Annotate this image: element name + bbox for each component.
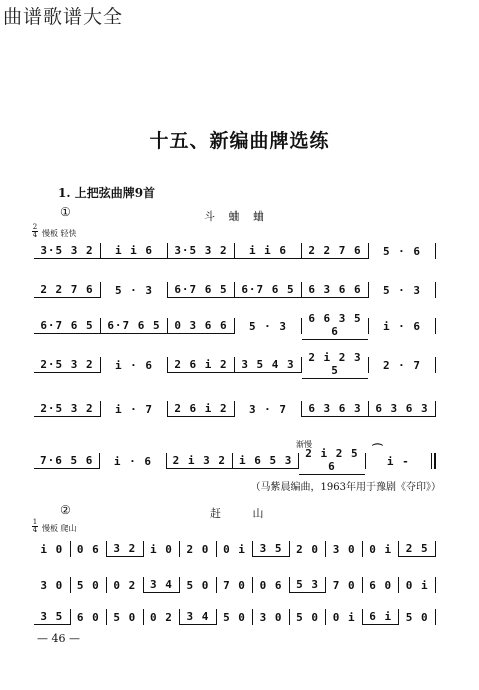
- measure: 2·5 3 2: [34, 402, 100, 417]
- piece-2-number: ②: [60, 503, 71, 517]
- piece-2-tempo: 慢板 爬山: [42, 524, 77, 533]
- score-row-2-2: [34, 577, 436, 593]
- score-row-2-3: [34, 609, 436, 625]
- measure: 7·6 5 6: [34, 454, 99, 469]
- measure: 0 6: [76, 542, 100, 556]
- piece-1-title: 斗 蛐 蛐: [204, 210, 269, 223]
- measure: i i 6: [235, 244, 301, 259]
- measure: 5 0: [113, 610, 137, 624]
- measure: 2 5: [399, 542, 435, 557]
- measure: 6 0: [76, 610, 100, 624]
- score-row-1-5: [34, 401, 436, 417]
- measure: 5 0: [405, 610, 429, 624]
- piece-1-tempo: 慢板 轻快: [42, 229, 77, 238]
- measure: 6·7 6 5: [34, 319, 100, 334]
- measure: 5 · 3: [114, 283, 154, 297]
- score-row-1-2: [34, 282, 436, 298]
- measure: i 0: [149, 542, 173, 556]
- measure: 3 4: [180, 610, 216, 625]
- measure: i · 6: [114, 358, 154, 372]
- score-row-1-3: [34, 312, 436, 338]
- measure: i i 6: [101, 244, 167, 259]
- section-title: 十五、新编曲牌选练: [149, 130, 330, 152]
- measure: 2 i 2 3 5: [302, 351, 368, 379]
- measure: 3 0: [332, 542, 356, 556]
- measure: 6 i: [363, 610, 399, 625]
- final-barline: [431, 453, 436, 469]
- measure: 7 0: [332, 578, 356, 592]
- measure: 6 0: [369, 578, 393, 592]
- measure: 0 i: [369, 542, 393, 556]
- piece-1-credit: （马紫晨编曲，1963年用于豫剧《夺印》）: [250, 482, 441, 493]
- measure: 2 0: [296, 542, 320, 556]
- set-subtitle: 1. 上把弦曲牌9首: [58, 186, 156, 200]
- measure: i -: [386, 454, 410, 468]
- measure: 6·7 6 5: [235, 283, 301, 298]
- measure: 0 6: [259, 578, 283, 592]
- measure: 5 · 6: [382, 244, 422, 258]
- measure: 0 3 6 6: [168, 319, 234, 334]
- measure: 3 5 4 3: [235, 358, 301, 373]
- measure: 3 0: [259, 610, 283, 624]
- score-row-1-6: [34, 447, 436, 473]
- measure: 5 3: [290, 578, 326, 593]
- fermata-icon: ⌒: [372, 443, 383, 456]
- measure: 2 0: [186, 542, 210, 556]
- score-row-2-1: [34, 541, 436, 557]
- measure: 2·5 3 2: [34, 358, 100, 373]
- measure: i 6 5 3: [233, 454, 298, 469]
- measure: 3·5 3 2: [168, 244, 234, 259]
- score-row-1-4: [34, 351, 436, 377]
- measure: 3 4: [144, 578, 180, 593]
- measure: 2 i 2 5 6: [299, 447, 364, 475]
- measure: 3 2: [107, 542, 143, 557]
- measure: 0 i: [405, 578, 429, 592]
- piece-2-meter: 1 4: [32, 518, 38, 534]
- measure: 2 6 i 2: [168, 358, 234, 373]
- measure: 5 0: [76, 578, 100, 592]
- piece-1-meter: 2 4: [32, 223, 38, 239]
- measure: 3·5 3 2: [34, 244, 100, 259]
- tempo-note: 渐慢: [296, 440, 312, 449]
- measure: 6 3 6 3: [302, 402, 368, 417]
- measure: i · 6: [113, 454, 153, 468]
- measure: 6 6 3 5 6: [302, 312, 368, 340]
- measure: 2 2 7 6: [302, 244, 368, 259]
- piece-1-number: ①: [60, 205, 71, 219]
- site-title: 曲谱歌谱大全: [3, 6, 124, 28]
- measure: 5 · 3: [382, 283, 422, 297]
- measure: 3 5: [34, 610, 70, 625]
- measure: 5 0: [296, 610, 320, 624]
- measure: 6·7 6 5: [168, 283, 234, 298]
- measure: 3 · 7: [248, 402, 288, 416]
- measure: 2 i 3 2: [167, 454, 232, 469]
- measure: 5 0: [186, 578, 210, 592]
- measure: 3 0: [40, 578, 64, 592]
- measure: 6 3 6 3: [369, 402, 435, 417]
- measure: 3 5: [253, 542, 289, 557]
- measure: 0 i: [332, 610, 356, 624]
- measure: 0 2: [149, 610, 173, 624]
- measure: i 0: [40, 542, 64, 556]
- piece-2-title: 赶 山: [210, 507, 278, 520]
- measure: 5 0: [223, 610, 246, 624]
- measure: 0 i: [223, 542, 246, 556]
- measure: 2 2 7 6: [34, 283, 100, 298]
- measure: 5 · 3: [248, 319, 288, 333]
- measure: 2 · 7: [382, 358, 422, 372]
- measure: i · 7: [114, 402, 154, 416]
- measure: 7 0: [223, 578, 246, 592]
- measure: i · 6: [382, 319, 422, 333]
- measure: 6·7 6 5: [101, 319, 167, 334]
- measure: 0 2: [113, 578, 137, 592]
- measure: 6 3 6 6: [302, 283, 368, 298]
- score-row-1-1: [34, 243, 436, 259]
- measure: 2 6 i 2: [168, 402, 234, 417]
- page-number: — 46 —: [37, 632, 80, 645]
